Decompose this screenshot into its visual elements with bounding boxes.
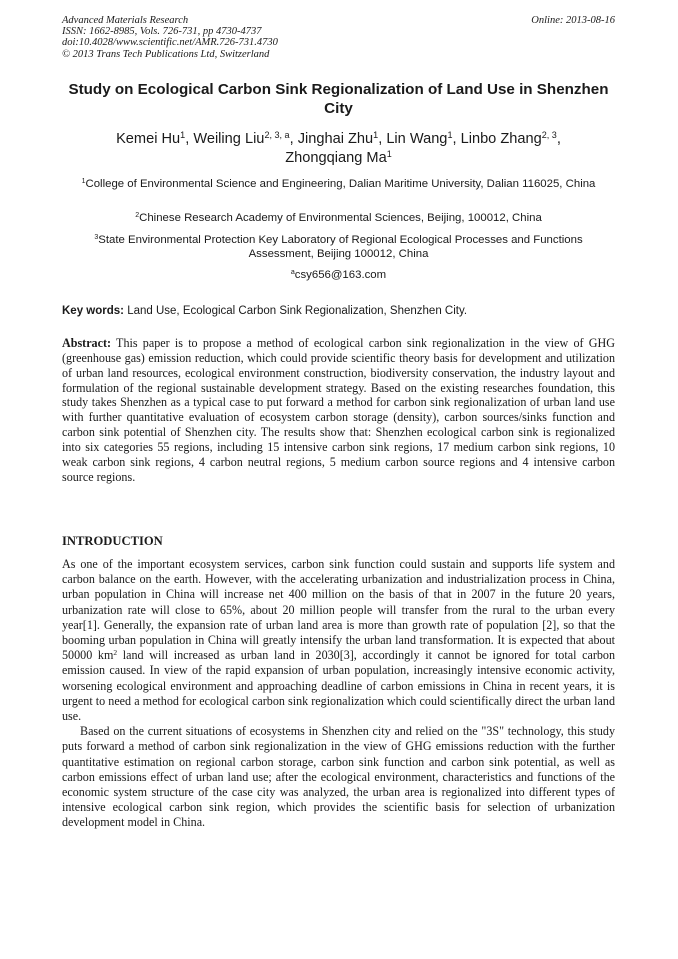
author-name: Jinghai Zhu (297, 131, 374, 147)
paragraph-text: As one of the important ecosystem services, carbon sink function could sustain and supports life system and carbon balance on the earth. However, with the accelerating urbanization and industrialization process in China, urban population in China will increase net 400 million on the basis of that in 2007 in the future 20 years, urbanization rate will close to 65%, about 20 million people will transfer from the rural to the urban every year[1]. Generally, the expansion rate of urban land area is more than growth rate of population [2], so that the booming urban population in China will greatly intensify the urban land transformation. It is expected that about 50000 km (62, 557, 615, 663)
author-separator: , (452, 131, 461, 147)
author-affiliation-mark: 2, 3, a (264, 130, 290, 141)
abstract (62, 336, 615, 484)
author-name: Kemei Hu (116, 131, 181, 147)
doi-line: doi:10.4028/www.scientific.net/AMR.726-731.4730 (62, 37, 278, 49)
author-separator: , (185, 131, 194, 147)
affiliation-1 (62, 177, 615, 191)
issn-line: ISSN: 1662-8985, Vols. 726-731, pp 4730-4737 (62, 26, 262, 38)
author-separator: , (289, 131, 298, 147)
affiliation-2 (62, 211, 615, 225)
corresponding-email (62, 268, 615, 282)
keywords (62, 304, 615, 318)
copyright-line: © 2013 Trans Tech Publications Ltd, Switzerland (62, 48, 270, 60)
author-affiliation-mark: 1 (447, 130, 453, 141)
author-name: Weiling Liu (193, 131, 265, 147)
abstract-text: This paper is to propose a method of ecological carbon sink regionalization in the view of GHG (greenhouse gas) emission reduction, which could provide scientific theory basis for development and utilization of urban land resources, ecological environment construction, biodiversity conservation, the industry layout and formulation of the regional sustainable development strategy. Based on the existing researches foundation, this study takes Shenzhen as a typical case to put forward a method for carbon sink regionalization of urban land use with further quantitative evaluation of ecosystem carbon storage (density), carbon sources/sinks function and carbon sink potential of Shenzhen city. The results show that: Shenzhen ecological carbon sink is regionalized into six categories 55 regions, including 15 intensive carbon sink regions, 17 medium carbon sink regions, 10 weak carbon sink regions, 4 carbon neutral regions, 5 medium carbon source regions and 4 intensive carbon source regions. (62, 336, 615, 484)
affiliation-mark: 1 (81, 178, 86, 186)
journal-name: Advanced Materials Research (62, 15, 189, 26)
online-date: Online: 2013-08-16 (531, 15, 615, 26)
email-mark: a (290, 269, 295, 277)
paper-title: Study on Ecological Carbon Sink Regionalization of Land Use in Shenzhen City (68, 81, 609, 117)
affiliation-3 (62, 233, 615, 261)
paragraph-text: land will increased as urban land in 2030[3], accordingly it cannot be ignored for total carbon emission caused. In view of the rapid expansion of urban population, increasingly intensive economic activity, worsening ecological environment and approaching deadline of carbon emissions in China in recent years, it is urgent to need a method for ecological carbon sink regionalization which could scientifically direct the urban land use. (62, 648, 616, 724)
affiliation-text: College of Environmental Science and Engineering, Dalian Maritime University, Dalian 116025, China (85, 178, 596, 190)
affiliation-mark: 2 (135, 212, 140, 220)
introduction-paragraph-2: Based on the current situations of ecosystems in Shenzhen city and relied on the "3S" technology, this study puts forward a method of carbon sink regionalization in the view of GHG emissions reduction with the further quantitative estimation on regional carbon storage, carbon sink function and carbon sink potential, as well as carbon emissions effect of urban land use; after the ecological environment, characteristics and functions of the economic system structure of the case city was analyzed, the urban area is regionalized into different types of intensive ecological carbon sink region, which provides the scientific basis for selection of urbanization development model in China. (62, 724, 615, 830)
superscript-2: 2 (113, 648, 118, 658)
introduction-body (62, 557, 615, 831)
introduction-heading: INTRODUCTION (62, 534, 163, 548)
author-separator: , (378, 131, 387, 147)
affiliation-text: Chinese Research Academy of Environmental Sciences, Beijing, 100012, China (139, 212, 542, 224)
author-name: Linbo Zhang (460, 131, 542, 147)
affiliation-text: State Environmental Protection Key Laboratory of Regional Ecological Processes and Functions Assessment, Beijing 100012, China (98, 234, 583, 261)
author-affiliation-mark: 1 (180, 130, 186, 141)
author-affiliation-mark: 1 (386, 149, 392, 160)
author-separator: , (556, 131, 561, 147)
journal-header (62, 15, 422, 60)
affiliation-mark: 3 (94, 234, 99, 242)
keywords-label: Key words: (62, 305, 124, 317)
author-name: Zhongqiang Ma (285, 150, 387, 166)
abstract-label: Abstract: (62, 336, 112, 350)
keywords-text: Land Use, Ecological Carbon Sink Regionalization, Shenzhen City. (124, 305, 468, 317)
email-address: csy656@163.com (294, 269, 387, 281)
author-affiliation-mark: 1 (373, 130, 379, 141)
introduction-paragraph-1 (62, 557, 615, 724)
author-affiliation-mark: 2, 3 (541, 130, 557, 141)
author-name: Lin Wang (386, 131, 448, 147)
author-list (62, 130, 615, 168)
